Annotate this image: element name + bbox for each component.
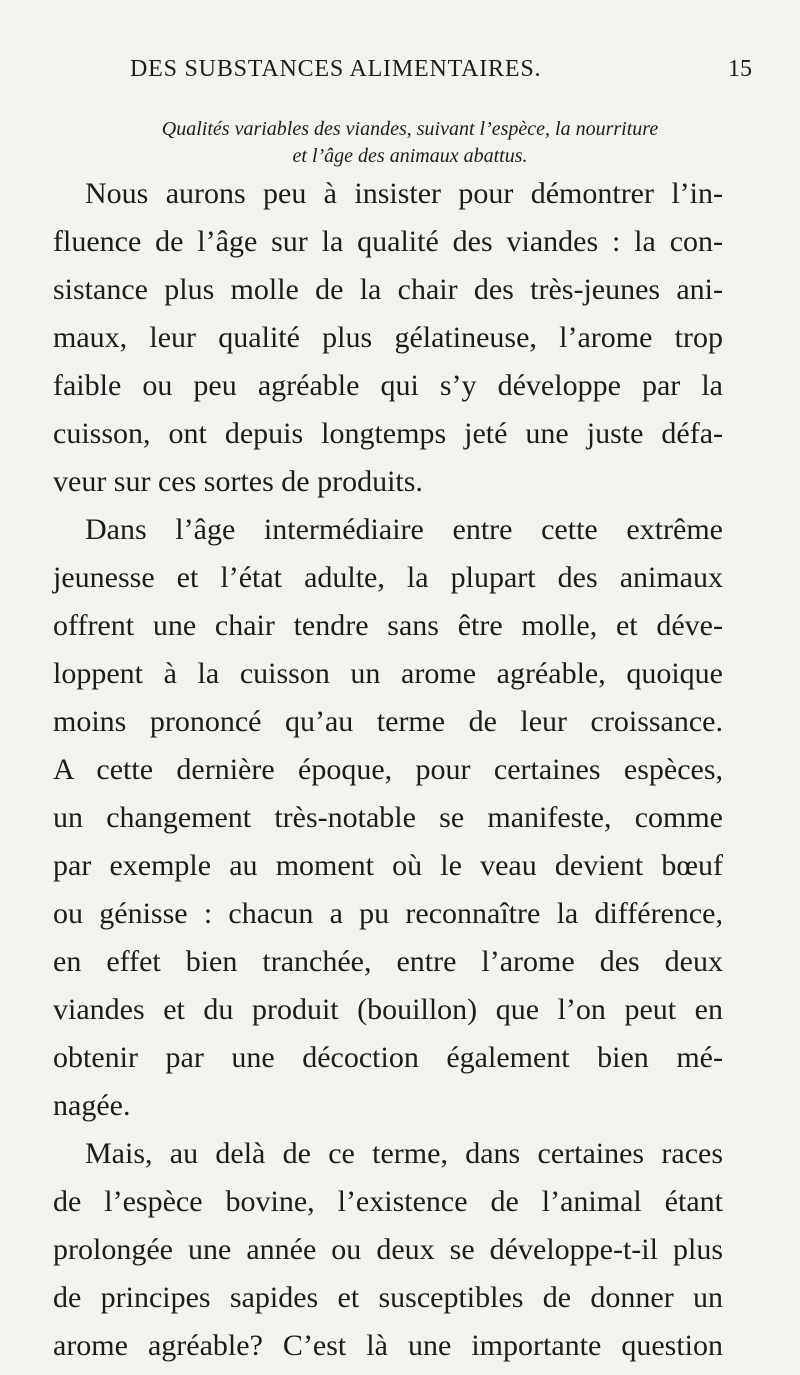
text-line: nagée. (53, 1089, 131, 1122)
text-line: veur sur ces sortes de produits. (53, 465, 423, 498)
text-line: par exemple au moment où le veau devient bœuf (53, 849, 723, 882)
text-line: viandes et du produit (bouillon) que l’on peut en (53, 993, 723, 1026)
text-line: obtenir par une décoction également bien mé- (53, 1041, 723, 1074)
text-line: Mais, au delà de ce terme, dans certaines races (85, 1137, 723, 1170)
text-line: ou génisse : chacun a pu reconnaître la différence, (53, 897, 723, 930)
text-line: de l’espèce bovine, l’existence de l’animal étant (53, 1185, 723, 1218)
text-line: arome agréable? C’est là une importante question (53, 1329, 723, 1362)
text-line: de principes sapides et susceptibles de donner un (53, 1281, 723, 1314)
text-line: maux, leur qualité plus gélatineuse, l’arome trop (53, 321, 723, 354)
text-line: un changement très-notable se manifeste, comme (53, 801, 723, 834)
text-line: Nous aurons peu à insister pour démontrer l’in- (85, 177, 723, 210)
text-line: en effet bien tranchée, entre l’arome des deux (53, 945, 723, 978)
text-line: loppent à la cuisson un arome agréable, quoique (53, 657, 723, 690)
text-line: moins prononcé qu’au terme de leur croissance. (53, 705, 723, 738)
section-heading (100, 116, 720, 170)
text-line: sistance plus molle de la chair des très-jeunes ani- (53, 273, 723, 306)
text-line: fluence de l’âge sur la qualité des viandes : la con- (53, 225, 723, 258)
section-heading-line: et l’âge des animaux abattus. (292, 145, 528, 167)
text-line: A cette dernière époque, pour certaines espèces, (53, 753, 723, 786)
page-number: 15 (728, 56, 752, 82)
body-text (53, 170, 723, 1370)
text-line: cuisson, ont depuis longtemps jeté une juste défa- (53, 417, 723, 450)
text-line: offrent une chair tendre sans être molle, et déve- (53, 609, 723, 642)
running-head (0, 56, 800, 86)
section-heading-line: Qualités variables des viandes, suivant l’espèce, la nourriture (161, 118, 659, 140)
running-title: DES SUBSTANCES ALIMENTAIRES. (130, 56, 542, 82)
text-line: prolongée une année ou deux se développe-t-il plus (53, 1233, 723, 1266)
text-line: Dans l’âge intermédiaire entre cette extrême (85, 513, 723, 546)
text-line: faible ou peu agréable qui s’y développe par la (53, 369, 723, 402)
text-line: jeunesse et l’état adulte, la plupart des animaux (53, 561, 723, 594)
